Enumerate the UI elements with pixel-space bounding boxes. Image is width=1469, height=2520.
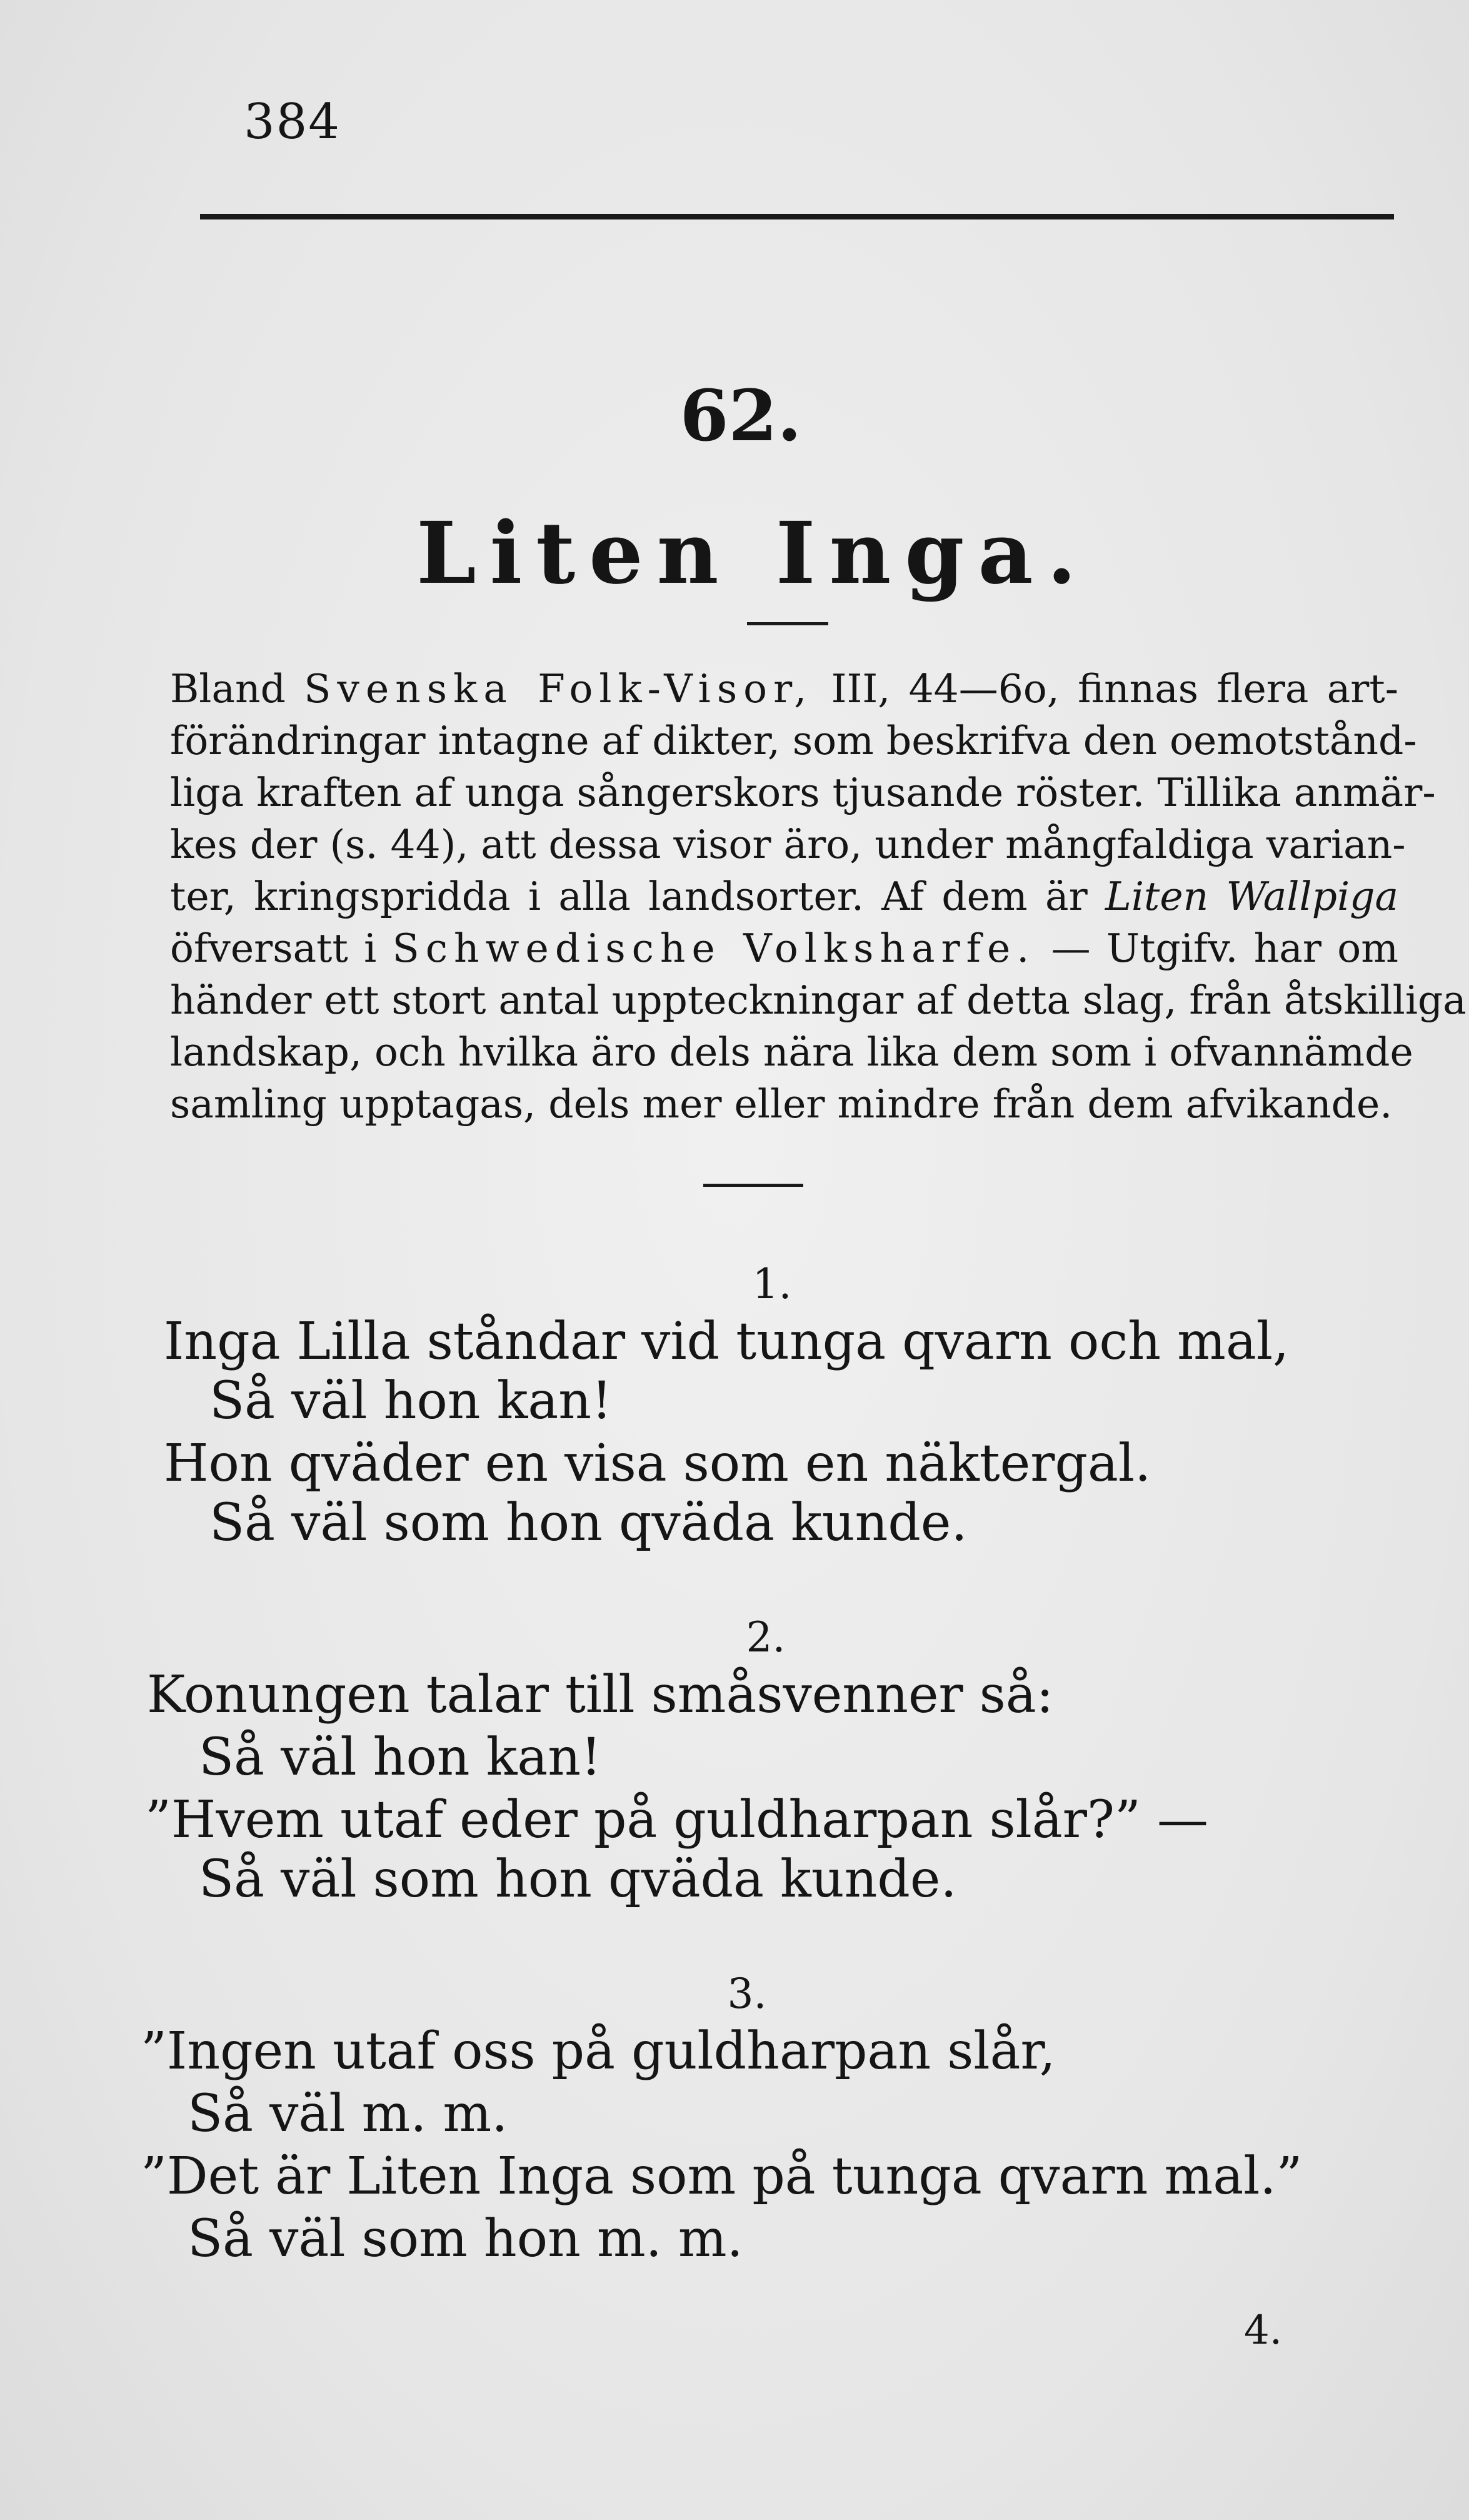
verse-refrain: Så väl som hon m. m. — [188, 2209, 743, 2269]
intro-text: landskap, och hvilka äro dels nära lika dem som i ofvannämde — [170, 1029, 1413, 1075]
verse-refrain: Så väl hon kan! — [209, 1371, 613, 1431]
intro-text: öfversatt i — [170, 925, 393, 971]
catchword: 4. — [1244, 2307, 1283, 2354]
verse-refrain: Så väl hon kan! — [199, 1728, 602, 1787]
intro-line — [170, 819, 1406, 870]
page-number: 384 — [244, 94, 341, 150]
verse-line: Hon qväder en visa som en näktergal. — [164, 1434, 1151, 1493]
intro-text: III, 44—6o, finnas flera art- — [813, 666, 1398, 712]
intro-line — [170, 663, 1398, 715]
intro-line — [170, 767, 1436, 819]
verse-refrain: Så väl som hon qväda kunde. — [199, 1850, 957, 1909]
intro-text: ter, kringspridda i alla landsorter. Af dem är — [170, 874, 1106, 919]
verse-line: ”Ingen utaf oss på guldharpan slår, — [141, 2022, 1056, 2081]
intro-line — [170, 974, 1466, 1026]
intro-spaced-title: Svenska Folk-Visor, — [304, 666, 813, 712]
header-rule — [200, 214, 1394, 219]
verse-line: ”Det är Liten Inga som på tunga qvarn mal.” — [141, 2147, 1303, 2206]
intro-text: händer ett stort antal uppteckningar af detta slag, från åtskilliga — [170, 977, 1466, 1023]
intro-text: Bland — [170, 666, 304, 712]
intro-line — [170, 922, 1398, 974]
intro-line — [170, 870, 1398, 922]
intro-line — [170, 715, 1417, 767]
intro-text: kes der (s. 44), att dessa visor äro, under mångfaldiga varian- — [170, 822, 1406, 867]
verse-line: Konungen talar till småsvenner så: — [147, 1665, 1054, 1725]
song-title: Liten Inga. — [416, 503, 1090, 603]
stanza-number: 1. — [752, 1260, 792, 1308]
intro-italic-title: Liten Wallpiga — [1105, 874, 1399, 919]
intro-line — [170, 1026, 1413, 1078]
verse-line: ”Hvem utaf eder på guldharpan slår?” — — [145, 1790, 1208, 1850]
verse-refrain: Så väl som hon qväda kunde. — [209, 1493, 968, 1553]
intro-spaced-title: Schwedische Volksharfe. — [392, 925, 1036, 971]
verse-line: Inga Lilla ståndar vid tunga qvarn och mal, — [164, 1312, 1290, 1371]
intro-paragraph — [170, 663, 1466, 1130]
intro-text: liga kraften af unga sångerskors tjusande röster. Tillika anmär- — [170, 770, 1436, 815]
stanza-number: 3. — [727, 1970, 767, 2018]
song-number: 62. — [679, 375, 802, 457]
title-divider — [747, 622, 828, 625]
intro-text: förändringar intagne af dikter, som beskrifva den oemotstånd- — [170, 718, 1417, 764]
stanza-number: 2. — [746, 1613, 786, 1661]
intro-line — [170, 1078, 1398, 1130]
section-divider — [703, 1184, 803, 1187]
intro-text: — Utgifv. har om — [1035, 925, 1398, 971]
verse-refrain: Så väl m. m. — [188, 2084, 508, 2144]
intro-text: samling upptagas, dels mer eller mindre från dem afvikande. — [170, 1081, 1393, 1127]
